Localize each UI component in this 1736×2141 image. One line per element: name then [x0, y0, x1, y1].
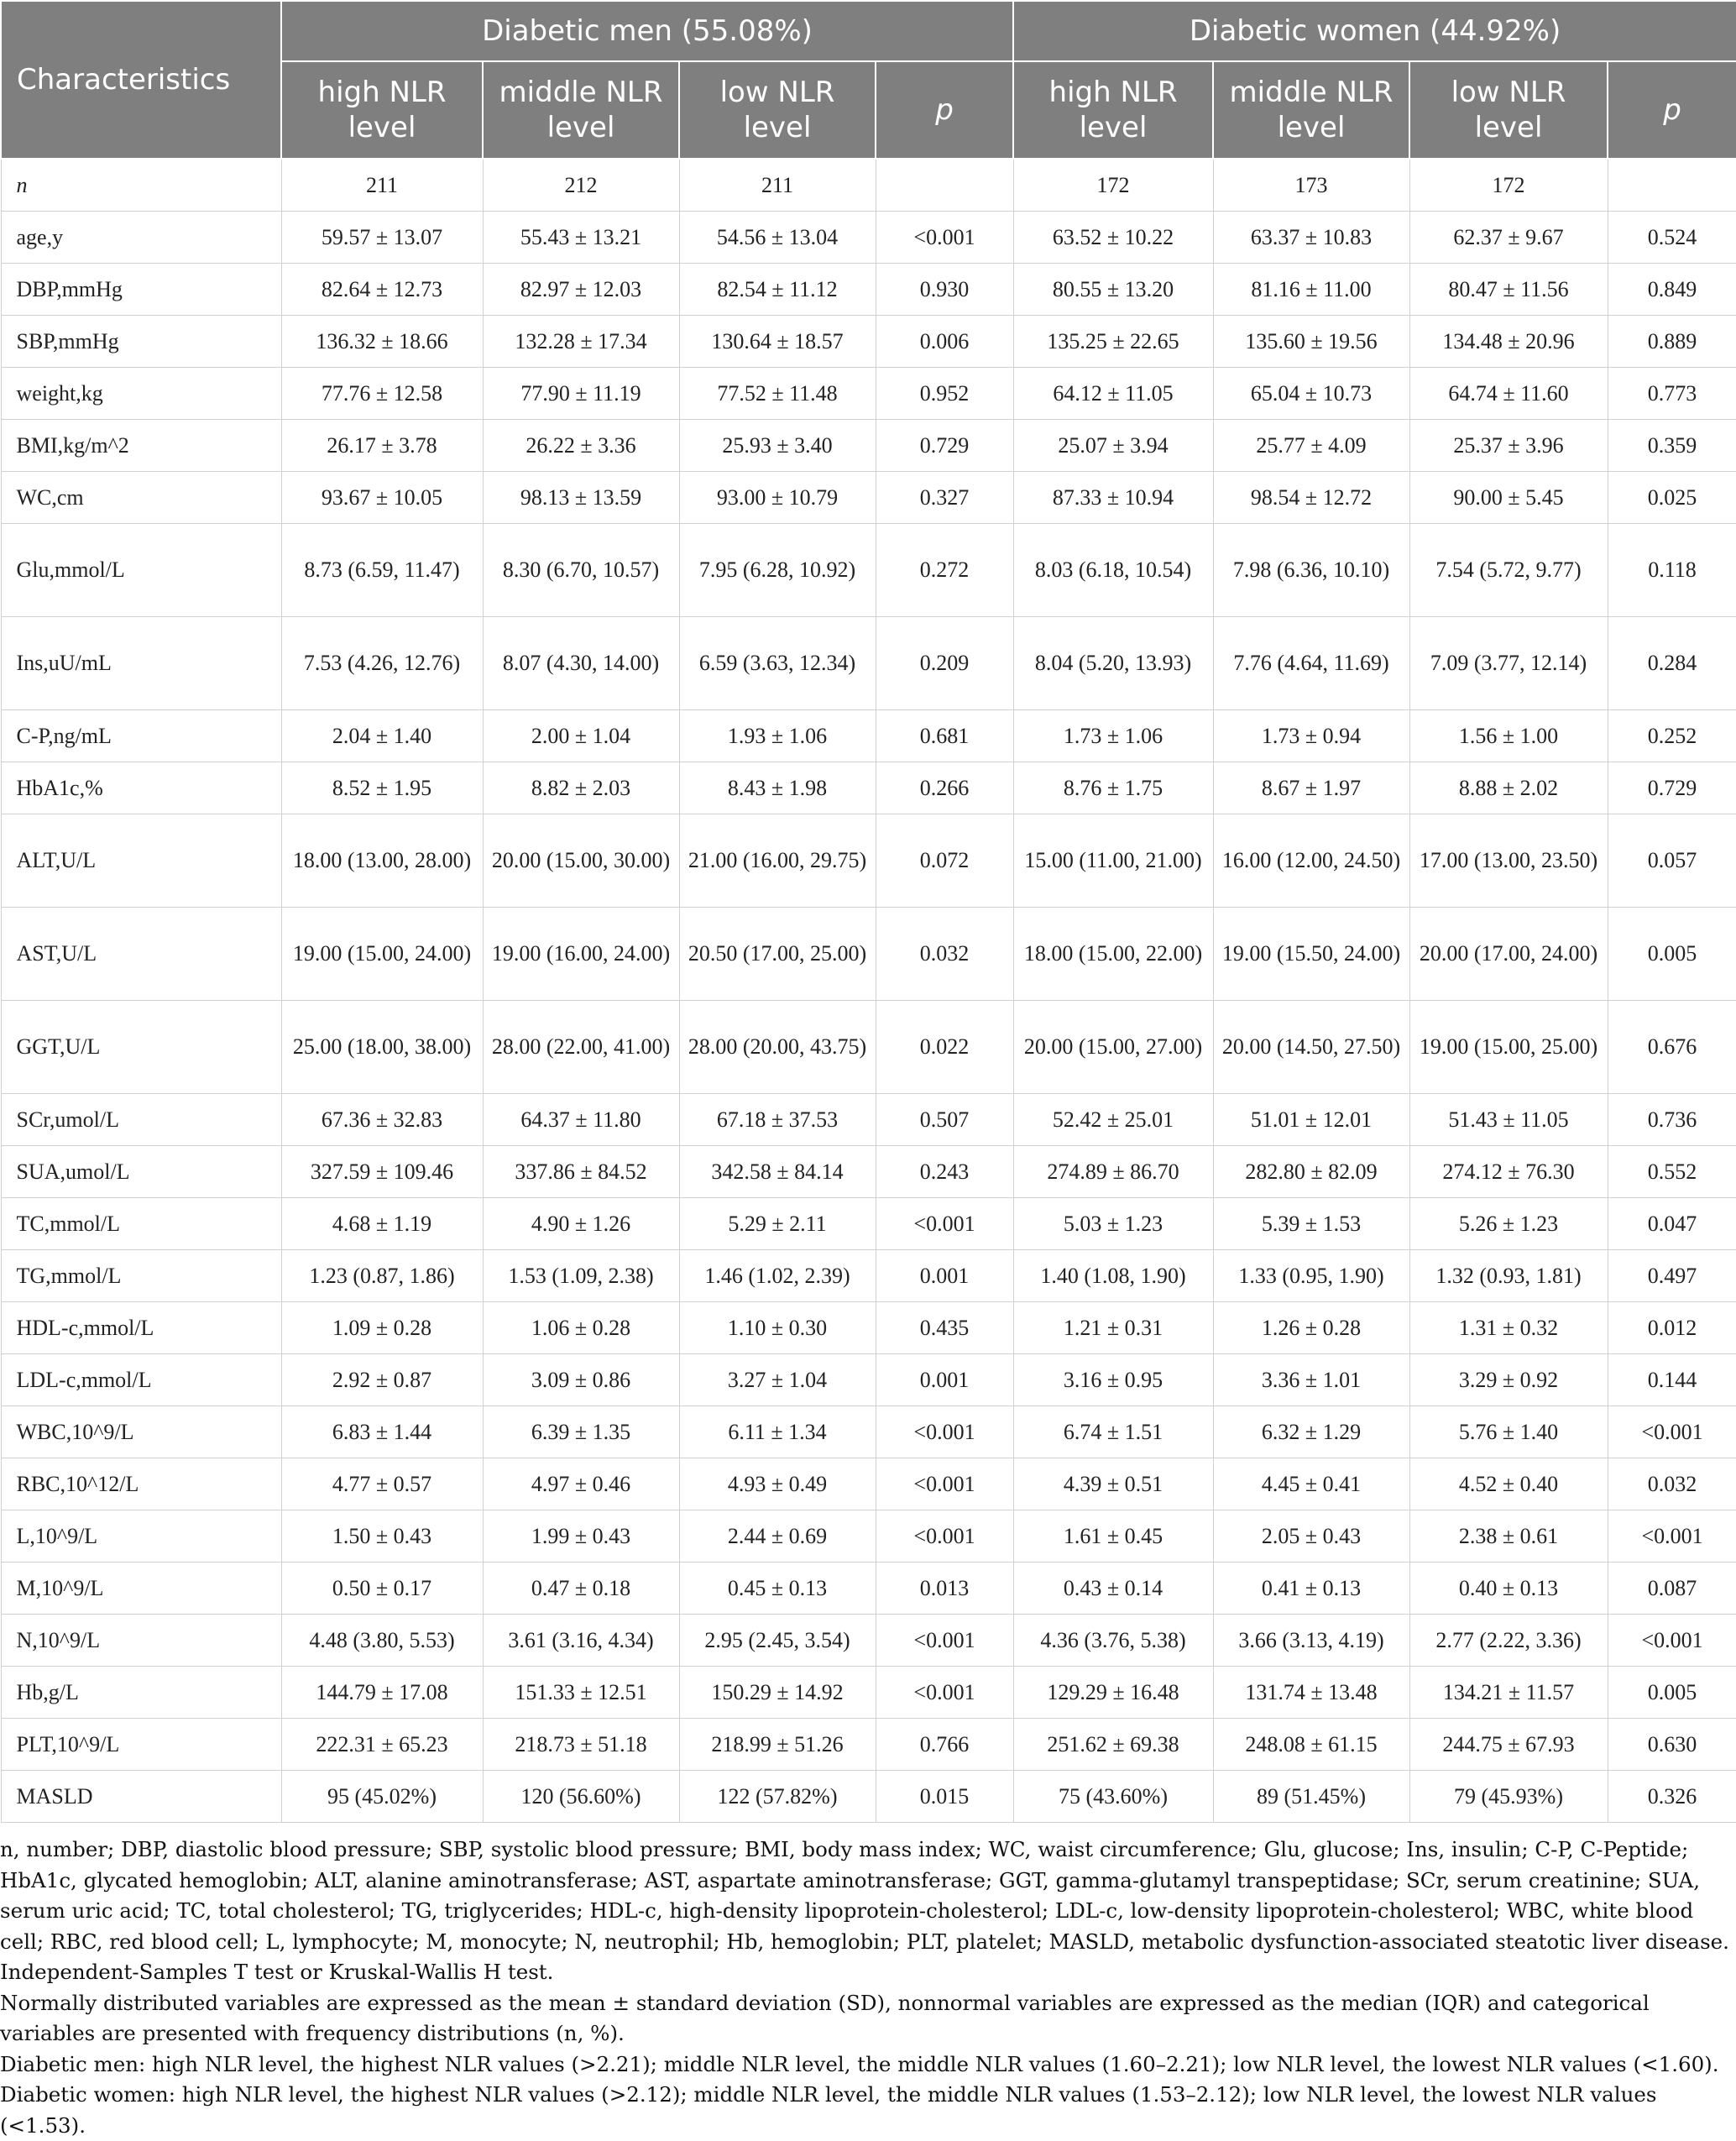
table-cell: 81.16 ± 11.00: [1213, 264, 1409, 316]
table-cell: 132.28 ± 17.34: [483, 316, 679, 368]
table-cell: 95 (45.02%): [281, 1771, 483, 1823]
row-label: M,10^9/L: [1, 1563, 281, 1615]
table-cell: 51.43 ± 11.05: [1409, 1094, 1608, 1146]
table-cell: 0.013: [876, 1563, 1013, 1615]
table-cell: 130.64 ± 18.57: [679, 316, 876, 368]
table-cell: 0.45 ± 0.13: [679, 1563, 876, 1615]
table-cell: 82.64 ± 12.73: [281, 264, 483, 316]
row-label: WC,cm: [1, 472, 281, 524]
row-label: weight,kg: [1, 368, 281, 420]
table-cell: 0.144: [1608, 1354, 1736, 1406]
table-row: [1, 908, 1736, 1001]
table-cell: 0.001: [876, 1250, 1013, 1302]
table-row: [1, 710, 1736, 762]
table-cell: 1.99 ± 0.43: [483, 1510, 679, 1563]
table-row: [1, 1615, 1736, 1667]
table-cell: 77.90 ± 11.19: [483, 368, 679, 420]
table-cell: 3.66 (3.13, 4.19): [1213, 1615, 1409, 1667]
table-cell: 54.56 ± 13.04: [679, 212, 876, 264]
table-cell: 1.46 (1.02, 2.39): [679, 1250, 876, 1302]
table-cell: 244.75 ± 67.93: [1409, 1719, 1608, 1771]
table-cell: 3.36 ± 1.01: [1213, 1354, 1409, 1406]
table-cell: 337.86 ± 84.52: [483, 1146, 679, 1198]
table-row: [1, 1354, 1736, 1406]
table-cell: 0.736: [1608, 1094, 1736, 1146]
table-cell: 8.30 (6.70, 10.57): [483, 524, 679, 617]
table-cell: 251.62 ± 69.38: [1013, 1719, 1213, 1771]
table-cell: 17.00 (13.00, 23.50): [1409, 814, 1608, 908]
table-cell: 1.21 ± 0.31: [1013, 1302, 1213, 1354]
table-cell: 0.057: [1608, 814, 1736, 908]
women-high-nlr-header: high NLR level: [1013, 61, 1213, 159]
row-label: Glu,mmol/L: [1, 524, 281, 617]
row-label: SBP,mmHg: [1, 316, 281, 368]
table-cell: 282.80 ± 82.09: [1213, 1146, 1409, 1198]
table-cell: 2.05 ± 0.43: [1213, 1510, 1409, 1563]
table-cell: 1.93 ± 1.06: [679, 710, 876, 762]
men-low-nlr-header: low NLR level: [679, 61, 876, 159]
table-cell: <0.001: [876, 1510, 1013, 1563]
table-cell: 90.00 ± 5.45: [1409, 472, 1608, 524]
table-cell: 0.209: [876, 617, 1013, 710]
table-cell: 0.773: [1608, 368, 1736, 420]
table-cell: 25.93 ± 3.40: [679, 420, 876, 472]
table-cell: 80.47 ± 11.56: [1409, 264, 1608, 316]
table-cell: 1.53 (1.09, 2.38): [483, 1250, 679, 1302]
table-row: [1, 1719, 1736, 1771]
table-cell: 7.76 (4.64, 11.69): [1213, 617, 1409, 710]
table-cell: 4.93 ± 0.49: [679, 1458, 876, 1510]
table-cell: 7.54 (5.72, 9.77): [1409, 524, 1608, 617]
table-cell: 63.37 ± 10.83: [1213, 212, 1409, 264]
table-cell: <0.001: [876, 1458, 1013, 1510]
table-cell: 0.930: [876, 264, 1013, 316]
table-cell: 3.16 ± 0.95: [1013, 1354, 1213, 1406]
table-cell: 8.88 ± 2.02: [1409, 762, 1608, 814]
table-cell: 1.10 ± 0.30: [679, 1302, 876, 1354]
table-cell: <0.001: [876, 1406, 1013, 1458]
table-cell: 5.29 ± 2.11: [679, 1198, 876, 1250]
table-cell: <0.001: [876, 1615, 1013, 1667]
row-label: TG,mmol/L: [1, 1250, 281, 1302]
table-cell: 0.552: [1608, 1146, 1736, 1198]
table-cell: 1.09 ± 0.28: [281, 1302, 483, 1354]
table-row: [1, 1146, 1736, 1198]
table-cell: 20.00 (15.00, 30.00): [483, 814, 679, 908]
table-cell: 0.118: [1608, 524, 1736, 617]
table-cell: 15.00 (11.00, 21.00): [1013, 814, 1213, 908]
table-cell: 19.00 (15.00, 24.00): [281, 908, 483, 1001]
table-cell: 64.12 ± 11.05: [1013, 368, 1213, 420]
table-cell: <0.001: [1608, 1406, 1736, 1458]
table-cell: 327.59 ± 109.46: [281, 1146, 483, 1198]
table-cell: 0.005: [1608, 908, 1736, 1001]
table-cell: 3.09 ± 0.86: [483, 1354, 679, 1406]
row-label: ALT,U/L: [1, 814, 281, 908]
table-cell: 0.497: [1608, 1250, 1736, 1302]
table-cell: 173: [1213, 159, 1409, 212]
table-cell: 4.48 (3.80, 5.53): [281, 1615, 483, 1667]
table-cell: 0.729: [876, 420, 1013, 472]
table-cell: 6.83 ± 1.44: [281, 1406, 483, 1458]
characteristics-header: Characteristics: [1, 1, 281, 159]
table-cell: 2.77 (2.22, 3.36): [1409, 1615, 1608, 1667]
table-cell: 20.50 (17.00, 25.00): [679, 908, 876, 1001]
table-cell: 0.889: [1608, 316, 1736, 368]
table-cell: 5.39 ± 1.53: [1213, 1198, 1409, 1250]
table-cell: 79 (45.93%): [1409, 1771, 1608, 1823]
row-label: L,10^9/L: [1, 1510, 281, 1563]
table-cell: 0.284: [1608, 617, 1736, 710]
table-cell: 8.07 (4.30, 14.00): [483, 617, 679, 710]
table-cell: 67.36 ± 32.83: [281, 1094, 483, 1146]
table-cell: 87.33 ± 10.94: [1013, 472, 1213, 524]
table-cell: 20.00 (17.00, 24.00): [1409, 908, 1608, 1001]
table-row: [1, 264, 1736, 316]
table-cell: 28.00 (22.00, 41.00): [483, 1001, 679, 1094]
table-cell: 19.00 (16.00, 24.00): [483, 908, 679, 1001]
table-cell: 59.57 ± 13.07: [281, 212, 483, 264]
table-cell: 25.37 ± 3.96: [1409, 420, 1608, 472]
table-cell: 2.38 ± 0.61: [1409, 1510, 1608, 1563]
table-cell: 67.18 ± 37.53: [679, 1094, 876, 1146]
table-footnotes: [0, 1835, 1729, 2141]
table-row: [1, 420, 1736, 472]
table-cell: 4.45 ± 0.41: [1213, 1458, 1409, 1510]
table-cell: 248.08 ± 61.15: [1213, 1719, 1409, 1771]
table-cell: 0.327: [876, 472, 1013, 524]
table-row: [1, 1510, 1736, 1563]
table-cell: 75 (43.60%): [1013, 1771, 1213, 1823]
table-row: [1, 1198, 1736, 1250]
table-cell: 64.74 ± 11.60: [1409, 368, 1608, 420]
table-cell: 135.60 ± 19.56: [1213, 316, 1409, 368]
table-row: [1, 1302, 1736, 1354]
table-cell: 65.04 ± 10.73: [1213, 368, 1409, 420]
row-label: BMI,kg/m^2: [1, 420, 281, 472]
table-cell: 0.025: [1608, 472, 1736, 524]
table-cell: 2.00 ± 1.04: [483, 710, 679, 762]
table-cell: 62.37 ± 9.67: [1409, 212, 1608, 264]
table-cell: 25.77 ± 4.09: [1213, 420, 1409, 472]
table-cell: 8.03 (6.18, 10.54): [1013, 524, 1213, 617]
row-label: C-P,ng/mL: [1, 710, 281, 762]
table-cell: 136.32 ± 18.66: [281, 316, 483, 368]
table-cell: 6.32 ± 1.29: [1213, 1406, 1409, 1458]
table-cell: 6.59 (3.63, 12.34): [679, 617, 876, 710]
table-cell: 2.44 ± 0.69: [679, 1510, 876, 1563]
row-label: HDL-c,mmol/L: [1, 1302, 281, 1354]
table-cell: 0.359: [1608, 420, 1736, 472]
table-cell: 7.09 (3.77, 12.14): [1409, 617, 1608, 710]
table-cell: 274.89 ± 86.70: [1013, 1146, 1213, 1198]
table-cell: 4.39 ± 0.51: [1013, 1458, 1213, 1510]
table-cell: 0.032: [876, 908, 1013, 1001]
row-label: AST,U/L: [1, 908, 281, 1001]
table-cell: 8.52 ± 1.95: [281, 762, 483, 814]
table-cell: 64.37 ± 11.80: [483, 1094, 679, 1146]
footnote: n, number; DBP, diastolic blood pressure; SBP, systolic blood pressure; BMI, body mass index; WC, waist circumference; Glu, glucose; Ins, insulin; C-P, C-Peptide; HbA1c, glycated hemoglobin; ALT, alanine aminotransferase; AST, aspartate aminotransferase; GGT, gamma-glutamyl transpeptidase; SCr, serum creatinine; SUA, serum uric acid; TC, total cholesterol; TG, triglycerides; HDL-c, high-density lipoprotein-cholesterol; LDL-c, low-density lipoprotein-cholesterol; WBC, white blood cell; RBC, red blood cell; L, lymphocyte; M, monocyte; N, neutrophil; Hb, hemoglobin; PLT, platelet; MASLD, metabolic dysfunction-associated steatotic liver disease.: [0, 1837, 1729, 1954]
table-cell: 2.95 (2.45, 3.54): [679, 1615, 876, 1667]
table-cell: 0.41 ± 0.13: [1213, 1563, 1409, 1615]
table-row: [1, 1406, 1736, 1458]
table-cell: 1.06 ± 0.28: [483, 1302, 679, 1354]
table-cell: 274.12 ± 76.30: [1409, 1146, 1608, 1198]
table-cell: 150.29 ± 14.92: [679, 1667, 876, 1719]
table-cell: 3.61 (3.16, 4.34): [483, 1615, 679, 1667]
footnote: Diabetic men: high NLR level, the highest NLR values (>2.21); middle NLR level, the middle NLR values (1.60–2.21); low NLR level, the lowest NLR values (<1.60).: [0, 2051, 1719, 2076]
women-low-nlr-header: low NLR level: [1409, 61, 1608, 159]
table-row: [1, 617, 1736, 710]
table-cell: 212: [483, 159, 679, 212]
table-cell: 19.00 (15.50, 24.00): [1213, 908, 1409, 1001]
table-cell: 93.67 ± 10.05: [281, 472, 483, 524]
table-cell: <0.001: [876, 1198, 1013, 1250]
footnote: Diabetic women: high NLR level, the highest NLR values (>2.12); middle NLR level, the middle NLR values (1.53–2.12); low NLR level, the lowest NLR values (<1.53).: [0, 2082, 1657, 2138]
table-cell: 51.01 ± 12.01: [1213, 1094, 1409, 1146]
table-cell: 98.54 ± 12.72: [1213, 472, 1409, 524]
table-cell: 0.252: [1608, 710, 1736, 762]
table-cell: 1.26 ± 0.28: [1213, 1302, 1409, 1354]
table-cell: 89 (51.45%): [1213, 1771, 1409, 1823]
table-cell: 3.29 ± 0.92: [1409, 1354, 1608, 1406]
table-cell: 1.61 ± 0.45: [1013, 1510, 1213, 1563]
footnote: Independent-Samples T test or Kruskal-Wallis H test.: [0, 1960, 554, 1984]
men-middle-nlr-header: middle NLR level: [483, 61, 679, 159]
table-cell: 0.032: [1608, 1458, 1736, 1510]
table-row: [1, 1001, 1736, 1094]
table-cell: 0.047: [1608, 1198, 1736, 1250]
table-cell: 222.31 ± 65.23: [281, 1719, 483, 1771]
table-cell: 20.00 (14.50, 27.50): [1213, 1001, 1409, 1094]
table-body: [1, 159, 1736, 1823]
table-cell: 20.00 (15.00, 27.00): [1013, 1001, 1213, 1094]
table-cell: 218.99 ± 51.26: [679, 1719, 876, 1771]
table-cell: 21.00 (16.00, 29.75): [679, 814, 876, 908]
table-cell: 4.36 (3.76, 5.38): [1013, 1615, 1213, 1667]
table-cell: 4.97 ± 0.46: [483, 1458, 679, 1510]
table-row: [1, 212, 1736, 264]
table-cell: <0.001: [876, 1667, 1013, 1719]
row-label: LDL-c,mmol/L: [1, 1354, 281, 1406]
table-cell: 16.00 (12.00, 24.50): [1213, 814, 1409, 908]
table-cell: 218.73 ± 51.18: [483, 1719, 679, 1771]
table-cell: 0.266: [876, 762, 1013, 814]
row-label: MASLD: [1, 1771, 281, 1823]
table-cell: 0.729: [1608, 762, 1736, 814]
table-cell: 0.952: [876, 368, 1013, 420]
table-cell: 0.524: [1608, 212, 1736, 264]
table-cell: 63.52 ± 10.22: [1013, 212, 1213, 264]
table-row: [1, 1771, 1736, 1823]
row-label: HbA1c,%: [1, 762, 281, 814]
table-cell: [1608, 159, 1736, 212]
table-cell: 0.087: [1608, 1563, 1736, 1615]
table-cell: 98.13 ± 13.59: [483, 472, 679, 524]
table-cell: 18.00 (13.00, 28.00): [281, 814, 483, 908]
table-cell: 144.79 ± 17.08: [281, 1667, 483, 1719]
table-cell: 0.015: [876, 1771, 1013, 1823]
table-row: [1, 159, 1736, 212]
table-cell: 7.95 (6.28, 10.92): [679, 524, 876, 617]
men-group-header: Diabetic men (55.08%): [281, 1, 1013, 61]
table-cell: 0.001: [876, 1354, 1013, 1406]
table-cell: 0.40 ± 0.13: [1409, 1563, 1608, 1615]
table-cell: 0.681: [876, 710, 1013, 762]
table-cell: 3.27 ± 1.04: [679, 1354, 876, 1406]
table-cell: 6.74 ± 1.51: [1013, 1406, 1213, 1458]
table-cell: 1.56 ± 1.00: [1409, 710, 1608, 762]
table-row: [1, 524, 1736, 617]
table-cell: 2.04 ± 1.40: [281, 710, 483, 762]
table-row: [1, 814, 1736, 908]
table-cell: 1.31 ± 0.32: [1409, 1302, 1608, 1354]
table-cell: 0.012: [1608, 1302, 1736, 1354]
table-cell: 1.23 (0.87, 1.86): [281, 1250, 483, 1302]
table-cell: 0.676: [1608, 1001, 1736, 1094]
table-cell: 4.52 ± 0.40: [1409, 1458, 1608, 1510]
table-header: [1, 1, 1736, 159]
women-p-header: p: [1608, 61, 1736, 159]
table-cell: 0.630: [1608, 1719, 1736, 1771]
table-cell: 134.21 ± 11.57: [1409, 1667, 1608, 1719]
men-high-nlr-header: high NLR level: [281, 61, 483, 159]
table-cell: 0.849: [1608, 264, 1736, 316]
table-cell: 129.29 ± 16.48: [1013, 1667, 1213, 1719]
row-label: SCr,umol/L: [1, 1094, 281, 1146]
table-row: [1, 1563, 1736, 1615]
row-label: age,y: [1, 212, 281, 264]
table-cell: 0.326: [1608, 1771, 1736, 1823]
table-cell: 0.006: [876, 316, 1013, 368]
table-cell: 211: [679, 159, 876, 212]
table-cell: 93.00 ± 10.79: [679, 472, 876, 524]
footnote: Normally distributed variables are expressed as the mean ± standard deviation (SD), nonnormal variables are expressed as the median (IQR) and categorical variables are presented with frequency distributions (n, %).: [0, 1990, 1650, 2045]
row-label: DBP,mmHg: [1, 264, 281, 316]
table-cell: 4.77 ± 0.57: [281, 1458, 483, 1510]
row-label: TC,mmol/L: [1, 1198, 281, 1250]
table-cell: 151.33 ± 12.51: [483, 1667, 679, 1719]
table-cell: 7.53 (4.26, 12.76): [281, 617, 483, 710]
table-cell: 26.17 ± 3.78: [281, 420, 483, 472]
table-cell: 134.48 ± 20.96: [1409, 316, 1608, 368]
table-cell: 8.67 ± 1.97: [1213, 762, 1409, 814]
table-cell: 0.005: [1608, 1667, 1736, 1719]
row-label: SUA,umol/L: [1, 1146, 281, 1198]
table-row: [1, 762, 1736, 814]
row-label: RBC,10^12/L: [1, 1458, 281, 1510]
table-cell: 77.52 ± 11.48: [679, 368, 876, 420]
table-cell: 25.07 ± 3.94: [1013, 420, 1213, 472]
table-row: [1, 1667, 1736, 1719]
table-cell: 5.03 ± 1.23: [1013, 1198, 1213, 1250]
table-cell: 0.50 ± 0.17: [281, 1563, 483, 1615]
table-cell: 52.42 ± 25.01: [1013, 1094, 1213, 1146]
row-label: PLT,10^9/L: [1, 1719, 281, 1771]
row-label: WBC,10^9/L: [1, 1406, 281, 1458]
table-cell: 8.82 ± 2.03: [483, 762, 679, 814]
row-label: Hb,g/L: [1, 1667, 281, 1719]
table-cell: <0.001: [1608, 1510, 1736, 1563]
table-cell: 7.98 (6.36, 10.10): [1213, 524, 1409, 617]
women-group-header: Diabetic women (44.92%): [1013, 1, 1736, 61]
table-cell: 0.43 ± 0.14: [1013, 1563, 1213, 1615]
table-cell: 6.11 ± 1.34: [679, 1406, 876, 1458]
row-label: Ins,uU/mL: [1, 617, 281, 710]
table-cell: 0.435: [876, 1302, 1013, 1354]
table-cell: 1.50 ± 0.43: [281, 1510, 483, 1563]
table-cell: 19.00 (15.00, 25.00): [1409, 1001, 1608, 1094]
table-cell: 25.00 (18.00, 38.00): [281, 1001, 483, 1094]
table-cell: 4.90 ± 1.26: [483, 1198, 679, 1250]
table-cell: <0.001: [1608, 1615, 1736, 1667]
table-cell: 0.022: [876, 1001, 1013, 1094]
table-cell: 82.54 ± 11.12: [679, 264, 876, 316]
table-cell: 0.272: [876, 524, 1013, 617]
table-cell: 5.26 ± 1.23: [1409, 1198, 1608, 1250]
table-cell: 26.22 ± 3.36: [483, 420, 679, 472]
table-cell: 4.68 ± 1.19: [281, 1198, 483, 1250]
women-middle-nlr-header: middle NLR level: [1213, 61, 1409, 159]
table-cell: 1.32 (0.93, 1.81): [1409, 1250, 1608, 1302]
table-cell: 80.55 ± 13.20: [1013, 264, 1213, 316]
table-cell: 342.58 ± 84.14: [679, 1146, 876, 1198]
table-cell: 172: [1013, 159, 1213, 212]
table-cell: 135.25 ± 22.65: [1013, 316, 1213, 368]
table-cell: [876, 159, 1013, 212]
table-cell: 131.74 ± 13.48: [1213, 1667, 1409, 1719]
table-row: [1, 1250, 1736, 1302]
table-cell: 120 (56.60%): [483, 1771, 679, 1823]
table-cell: 0.072: [876, 814, 1013, 908]
table-cell: 55.43 ± 13.21: [483, 212, 679, 264]
table-cell: 5.76 ± 1.40: [1409, 1406, 1608, 1458]
table-cell: 8.76 ± 1.75: [1013, 762, 1213, 814]
table-row: [1, 368, 1736, 420]
table-cell: 2.92 ± 0.87: [281, 1354, 483, 1406]
table-row: [1, 1458, 1736, 1510]
table-cell: 1.40 (1.08, 1.90): [1013, 1250, 1213, 1302]
table-cell: 1.73 ± 0.94: [1213, 710, 1409, 762]
table-cell: 6.39 ± 1.35: [483, 1406, 679, 1458]
table-cell: 77.76 ± 12.58: [281, 368, 483, 420]
table-cell: 0.507: [876, 1094, 1013, 1146]
table-cell: 8.04 (5.20, 13.93): [1013, 617, 1213, 710]
table-cell: 8.73 (6.59, 11.47): [281, 524, 483, 617]
table-cell: 0.766: [876, 1719, 1013, 1771]
table-cell: 28.00 (20.00, 43.75): [679, 1001, 876, 1094]
table-cell: 172: [1409, 159, 1608, 212]
table-row: [1, 472, 1736, 524]
table-cell: 1.73 ± 1.06: [1013, 710, 1213, 762]
table-row: [1, 316, 1736, 368]
men-p-header: p: [876, 61, 1013, 159]
table-cell: 0.47 ± 0.18: [483, 1563, 679, 1615]
row-label: n: [1, 159, 281, 212]
table-cell: 0.243: [876, 1146, 1013, 1198]
table-cell: 1.33 (0.95, 1.90): [1213, 1250, 1409, 1302]
table-cell: 211: [281, 159, 483, 212]
table-cell: 18.00 (15.00, 22.00): [1013, 908, 1213, 1001]
table-cell: 8.43 ± 1.98: [679, 762, 876, 814]
table-row: [1, 1094, 1736, 1146]
row-label: N,10^9/L: [1, 1615, 281, 1667]
table-cell: 82.97 ± 12.03: [483, 264, 679, 316]
table-cell: 122 (57.82%): [679, 1771, 876, 1823]
row-label: GGT,U/L: [1, 1001, 281, 1094]
table-cell: <0.001: [876, 212, 1013, 264]
